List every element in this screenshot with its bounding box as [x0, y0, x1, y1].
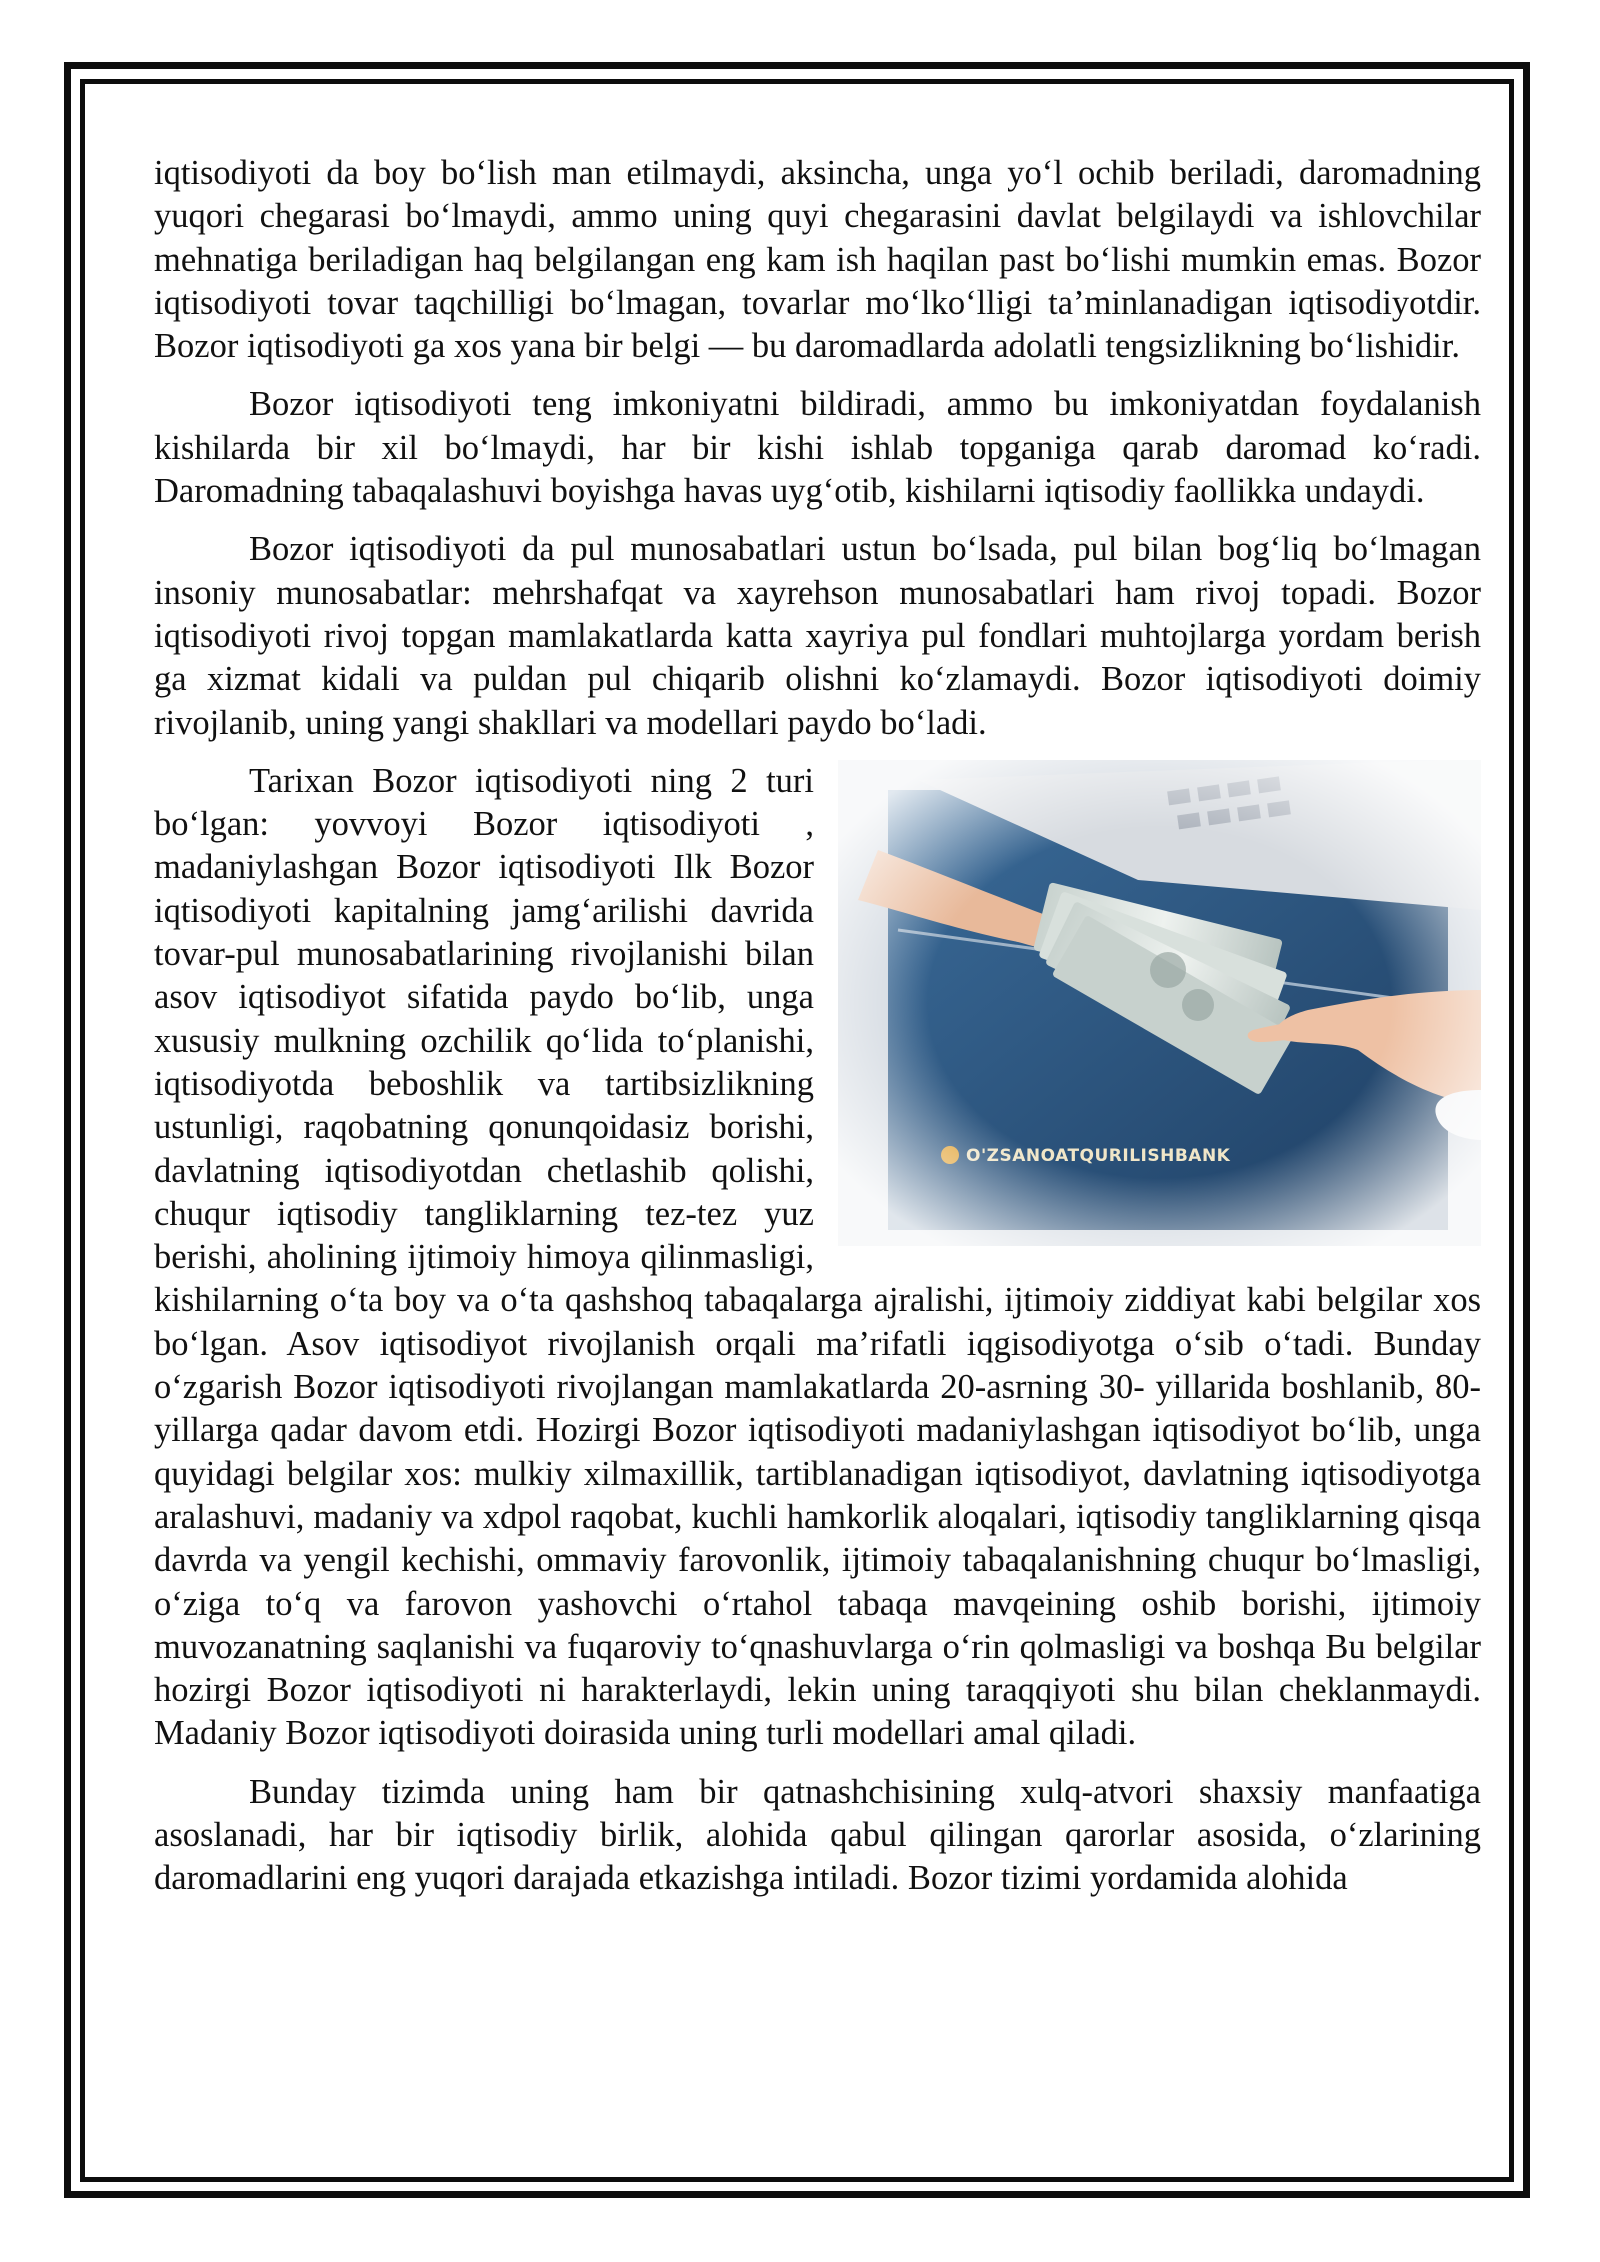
paragraph-5: Bunday tizimda uning ham bir qatnashchisining xulq-atvori shaxsiy manfaatiga asoslanadi, har bir iqtisodiy birlik, alohida qabul qilingan qarorlar asosida, o‘zlarining daromadlarini eng yuqori darajada etkazishga intiladi. Bozor tizimi yordamida alohida [154, 1772, 1481, 1898]
paragraph-1: iqtisodiyoti da boy bo‘lish man etilmaydi, aksincha, unga yo‘l ochib beriladi, daromadning yuqori chegarasi bo‘lmaydi, ammo uning quyi chegarasini davlat belgilaydi va ishlovchilar mehnatiga beriladigan haq belgilangan eng kam ish haqilan past bo‘lishi mumkin emas. Bozor iqtisodiyoti tovar taqchilligi bo‘lmagan, tovarlar mo‘lko‘lligi ta’minlanadigan iqtisodiyotdir. Bozor iqtisodiyoti ga xos yana bir belgi — bu daromadlarda adolatli tengsizlikning bo‘lishidir. [154, 154, 1481, 366]
paragraph-3: Bozor iqtisodiyoti da pul munosabatlari ustun bo‘lsada, pul bilan bog‘liq bo‘lmagan insoniy munosabatlar: mehrshafqat va xayrehson munosabatlari ham rivoj topadi. Bozor iqtisodiyoti rivoj topgan mamlakatlarda katta xayriya pul fondlari muhtojlarga yordam berish ga xizmat kidali va puldan pul chiqarib olishni ko‘zlamaydi. Bozor iqtisodiyoti doimiy rivojlanib, uning yangi shakllari va modellari paydo bo‘ladi. [154, 530, 1481, 742]
paragraph-4 [154, 760, 1481, 1756]
document-body [154, 152, 1481, 1916]
paragraph-4-text: Tarixan Bozor iqtisodiyoti ning 2 turi bo‘lgan: yovvoyi Bozor iqtisodiyoti , madaniylashgan Bozor iqtisodiyoti Ilk Bozor iqtisodiyoti kapitalning jamg‘arilishi davrida tovar-pul munosabatlarining rivojlanishi bilan asov iqtisodiyot sifatida paydo bo‘lib, unga xususiy mulkning ozchilik qo‘lida to‘planishi, iqtisodiyotda beboshlik va tartibsizlikning ustunligi, raqobatning qonunqoidasiz borishi, davlatning iqtisodiyotdan chetlashib qolishi, chuqur iqtisodiy tangliklarning tez-tez yuz berishi, aholining ijtimoiy himoya qilinmasligi, kishilarning o‘ta boy va o‘ta qashshoq tabaqalarga ajralishi, ijtimoiy ziddiyat kabi belgilar xos bo‘lgan. Asov iqtisodiyot rivojlanish orqali ma’rifatli iqgisodiyotga o‘sib o‘tadi. Bunday o‘zgarish Bozor iqtisodiyoti rivojlangan mamlakatlarda 20-asrning 30- yillarida boshlanib, 80- yillarga qadar davom etdi. Hozirgi Bozor iqtisodiyoti madaniylashgan iqtisodiyot bo‘lib, unga quyidagi belgilar xos: mulkiy xilmaxillik, tartiblanadigan iqtisodiyot, davlatning iqtisodiyotga aralashuvi, madaniy va xdpol raqobat, kuchli hamkorlik aloqalari, iqtisodiy tangliklarning qisqa davrda va yengil kechishi, ommaviy farovonlik, ijtimoiy tabaqalanishning chuqur bo‘lmasligi, o‘ziga to‘q va farovon yashovchi o‘rtahol tabaqa mavqeining oshib borishi, ijtimoiy muvozanatning saqlanishi va fuqaroviy to‘qnashuvlarga o‘rin qolmasligi va boshqa Bu belgilar hozirgi Bozor iqtisodiyoti ni harakterlaydi, lekin uning taraqqiyoti shu bilan cheklanmaydi. Madaniy Bozor iqtisodiyoti doirasida uning turli modellari amal qiladi. [154, 761, 1481, 1753]
paragraph-2: Bozor iqtisodiyoti teng imkoniyatni bildiradi, ammo bu imkoniyatdan foydalanish kishilarda bir xil bo‘lmaydi, har bir kishi ishlab topganiga qarab daromad ko‘radi. Daromadning tabaqalashuvi boyishga havas uyg‘otib, kishilarni iqtisodiy faollikka undaydi. [154, 385, 1481, 511]
bank-photo [838, 760, 1481, 1246]
